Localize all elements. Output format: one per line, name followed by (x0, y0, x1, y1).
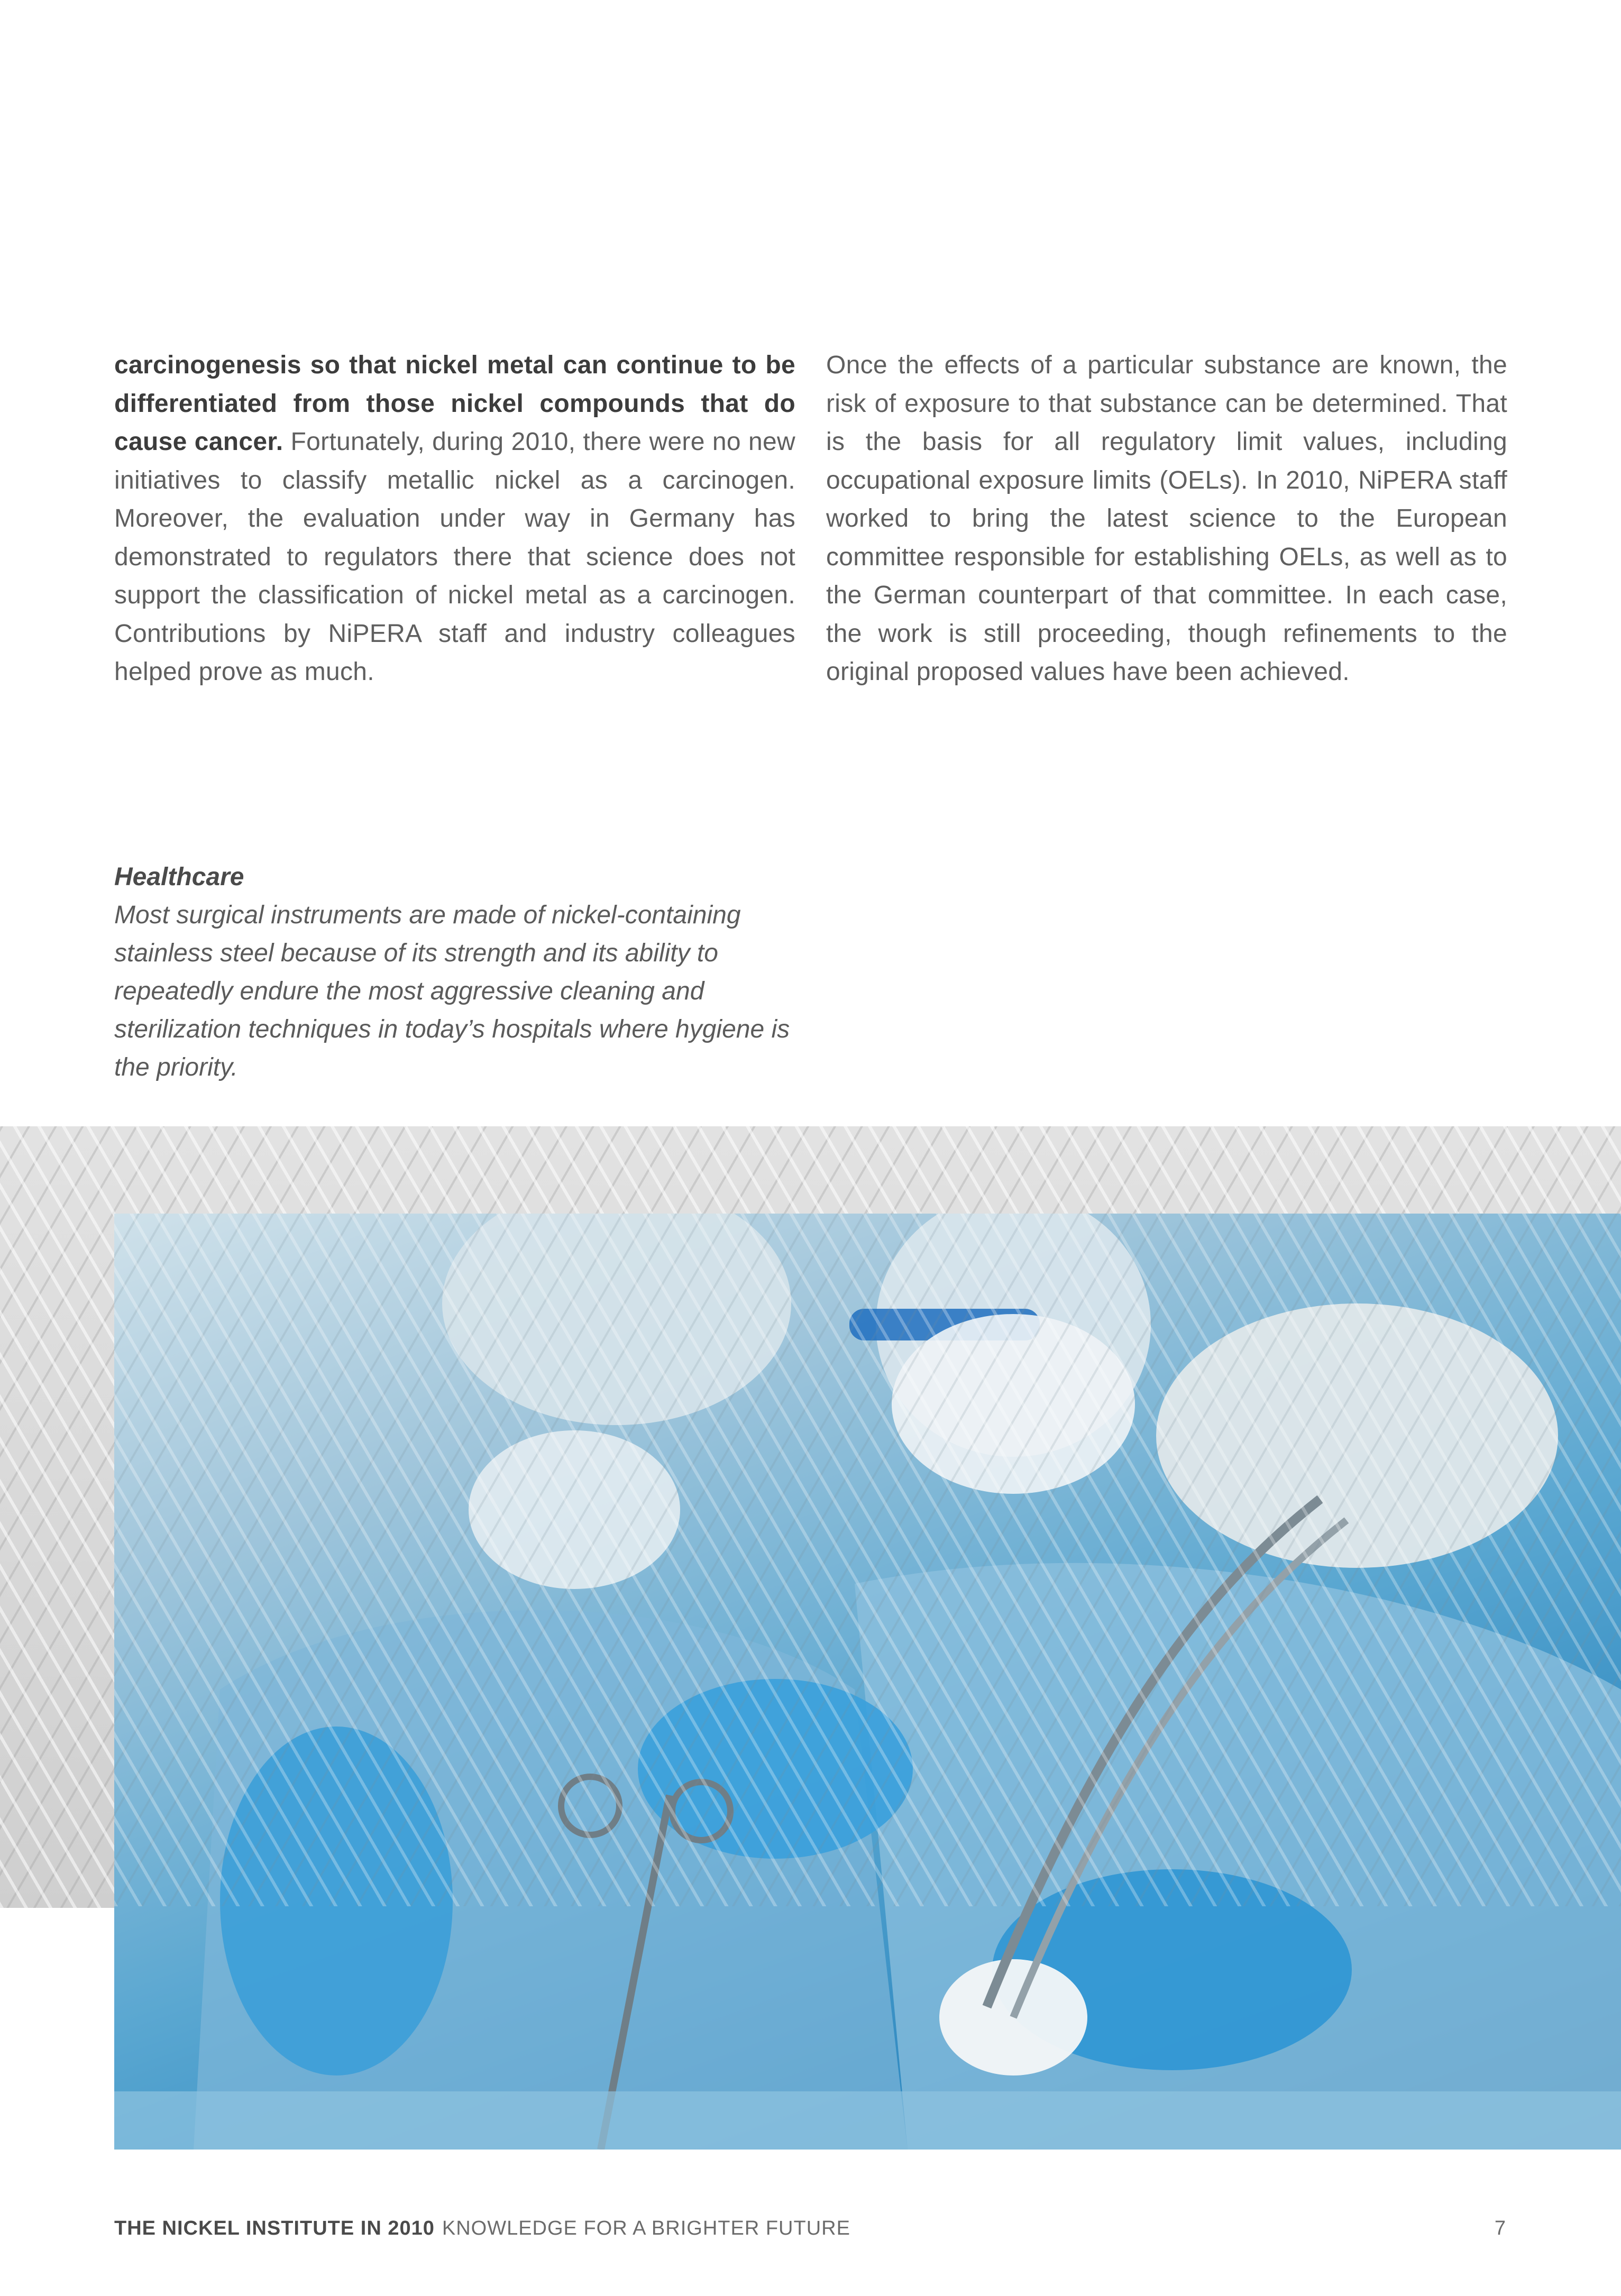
caption-text: Most surgical instruments are made of nickel-containing stainless steel because of its strength and its ability to repeatedly endure the most aggressive cleaning and sterilization techniques in today’s hospitals where hygiene is the priority. (114, 901, 790, 1081)
footer-subtitle: KNOWLEDGE FOR A BRIGHTER FUTURE (442, 2217, 850, 2239)
right-paragraph: Once the effects of a particular substance are known, the risk of exposure to that substance can be determined. That is the basis for all regulatory limit values, including occupational exposure limits (OELs). In 2010, NiPERA staff worked to bring the latest science to the European committee responsible for establishing OELs, as well as to the German counterpart of that committee. In each case, the work is still proceeding, though refinements to the original proposed values have been achieved. (826, 351, 1507, 686)
photo-caption (114, 858, 802, 1087)
left-paragraph (114, 346, 795, 692)
page-footer (114, 2217, 1506, 2240)
caption-title: Healthcare (114, 863, 244, 891)
right-text-column (826, 346, 1507, 692)
lead-bold-text: carcinogenesis so that nickel metal can continue to be differentiated from those nickel compounds that do cause cancer. (114, 351, 795, 456)
footer-title: THE NICKEL INSTITUTE IN 2010 (114, 2217, 435, 2239)
page-number: 7 (1494, 2217, 1506, 2239)
photo-texture-overlay (114, 1214, 1621, 1906)
left-paragraph-text: Fortunately, during 2010, there were no new initiatives to classify metallic nickel as a carcinogen. Moreover, the evaluation under way in Germany has demonstrated to regulators there that science does not support the classification of nickel metal as a carcinogen. Contributions by NiPERA staff and industry colleagues helped prove as much. (114, 428, 795, 686)
surgery-photo (114, 1214, 1621, 2150)
left-text-column (114, 346, 795, 692)
